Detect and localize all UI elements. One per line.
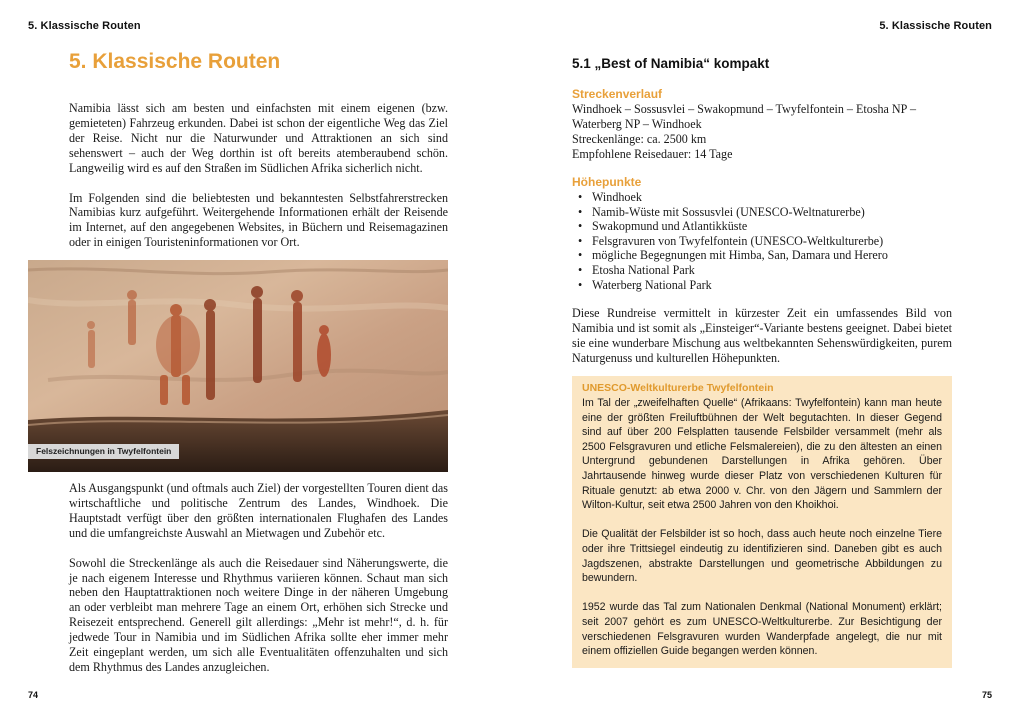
page-number-right: 75 [981, 690, 992, 700]
highlights-heading: Höhepunkte [572, 175, 642, 189]
highlight-item: • Windhoek [578, 190, 642, 204]
photo-caption: Felszeichnungen in Twyfelfontein [28, 444, 179, 459]
intro-paragraph: Namibia lässt sich am besten und einfachsten mit einem eigenen (bzw. gemieteten) Fahrzeug erkunden. Dabei ist schon der eigentliche Weg das Ziel der Reise. Nicht nur die Naturwunder und Attraktionen an sich sind sehenswert – auch der Weg dorthin ist oft bereits atemberaubend schön. Langweilig wird es auf den Straßen im Südlichen Afrika sicherlich nicht. [69, 101, 448, 175]
infobox-paragraph: 1952 wurde das Tal zum Nationalen Denkmal (National Monument) erklärt; seit 2007 gehört es zum UNESCO-Weltkulturerbe. Zur Besichtigung der verschiedenen Felsgravuren wurden Wanderpfade angelegt, die nur mit einem offiziellen Guide begangen werden können. [582, 601, 942, 658]
route-length: Streckenlänge: ca. 2500 km [572, 131, 707, 146]
running-head-left: 5. Klassische Routen [28, 20, 141, 32]
infobox-paragraph: Die Qualität der Felsbilder ist so hoch, dass auch heute noch einzelne Tiere oder ihre Trittsiegel eindeutig zu identifizieren sind. Daneben gibt es auch Jagdszenen, abstrakte Darstellungen und geometrische Abbildungen zu bewundern. [582, 528, 942, 585]
rock-art-photo [28, 260, 448, 472]
infobox-title: UNESCO-Weltkulturerbe Twyfelfontein [582, 382, 774, 394]
intro-paragraph: Im Folgenden sind die beliebtesten und bekanntesten Selbstfahrerstrecken Namibias kurz aufgeführt. Weitergehende Informationen erhält der Reisende im Internet, auf den angegebenen Websites, in Büchern und Reisemagazinen oder in einigen Touristeninformationen vor Ort. [69, 190, 448, 250]
highlight-item: • mögliche Begegnungen mit Himba, San, Damara und Herero [578, 248, 888, 263]
highlight-item: • Swakopmund und Atlantikküste [578, 219, 748, 234]
chapter-title: 5. Klassische Routen [69, 50, 281, 73]
intro-text [69, 101, 448, 250]
section-title: 5.1 „Best of Namibia“ kompakt [572, 56, 770, 71]
body-paragraph: Sowohl die Streckenlänge als auch die Reisedauer sind Näherungswerte, die je nach eigenem Interesse und Rhythmus variieren können. Schaut man sich neben den Hauptattraktionen noch weitere Dinge in der näheren Umgebung an oder verbleibt man mehrere Tage an einem Ort, erhöhen sich Strecke und Reisezeit entsprechend. Generell gilt allerdings: „Mehr ist mehr!“, d. h. für jedwede Tour in Namibia und im Südlichen Afrika sollte eher immer mehr Zeit eingeplant werden, um sich alle Eventualitäten offenzuhalten und sich dem Rhythmus des Landes anzugleichen. [69, 555, 448, 674]
highlights-list [572, 190, 952, 292]
unesco-infobox [572, 376, 952, 668]
route-block [572, 87, 952, 161]
summary-paragraph: Diese Rundreise vermittelt in kürzester Zeit ein umfassendes Bild von Namibia und ist somit als „Einsteiger“-Variante bestens geeignet. Dabei bietet sie eine wunderbare Mischung aus weltbekannten Sehenswürdigkeiten, purem Naturgenuss und kulturellen Höhepunkten. [572, 306, 952, 365]
body-paragraph: Als Ausgangspunkt (und oftmals auch Ziel) der vorgestellten Touren dient das wirtschaftliche und politische Zentrum des Landes, Windhoek. Die Hauptstadt verfügt über den größten internationalen Flughafen des Landes und die umfangreichste Auswahl an Mietwagen und Zubehör etc. [69, 481, 448, 540]
highlight-item: • Etosha National Park [578, 262, 695, 277]
running-head-right: 5. Klassische Routen [879, 20, 992, 32]
page-number-left: 74 [28, 690, 39, 700]
highlight-item: • Felsgravuren von Twyfelfontein (UNESCO-Weltkulturerbe) [578, 233, 884, 248]
route-duration: Empfohlene Reisedauer: 14 Tage [572, 146, 733, 161]
route-intro-text [69, 481, 448, 675]
highlight-item: • Waterberg National Park [578, 277, 712, 292]
infobox-paragraph: Im Tal der „zweifelhaften Quelle“ (Afrikaans: Twyfelfontein) kann man heute eine der größten Freiluftbühnen der Welt begutachten. In dieser Gegend sind auf über 200 Felsplatten tausende Felsbilder versammelt (mehr als 2500 Felsgravuren und etliche Felsmalereien), die zu den ältesten an einen Untergrund gebundenen Darstellungen in Afrika gehören. Über Jahrtausende hinweg wurde dieser Platz von verschiedenen Kulturen für Rituale genutzt: ab etwa 2000 v. Chr. von den Jägern und Sammlern der Wilton-Kultur, seit etwa 2500 Jahren von den Khoikhoi. [582, 397, 942, 512]
highlight-item: • Namib-Wüste mit Sossusvlei (UNESCO-Weltnaturerbe) [578, 204, 865, 219]
route-line: Windhoek – Sossusvlei – Swakopmund – Twyfelfontein – Etosha NP – Waterberg NP – Windhoek [572, 102, 916, 131]
right-page [510, 0, 1020, 724]
route-heading: Streckenverlauf [572, 87, 663, 101]
summary-block [572, 306, 952, 366]
highlights-block [572, 175, 952, 292]
